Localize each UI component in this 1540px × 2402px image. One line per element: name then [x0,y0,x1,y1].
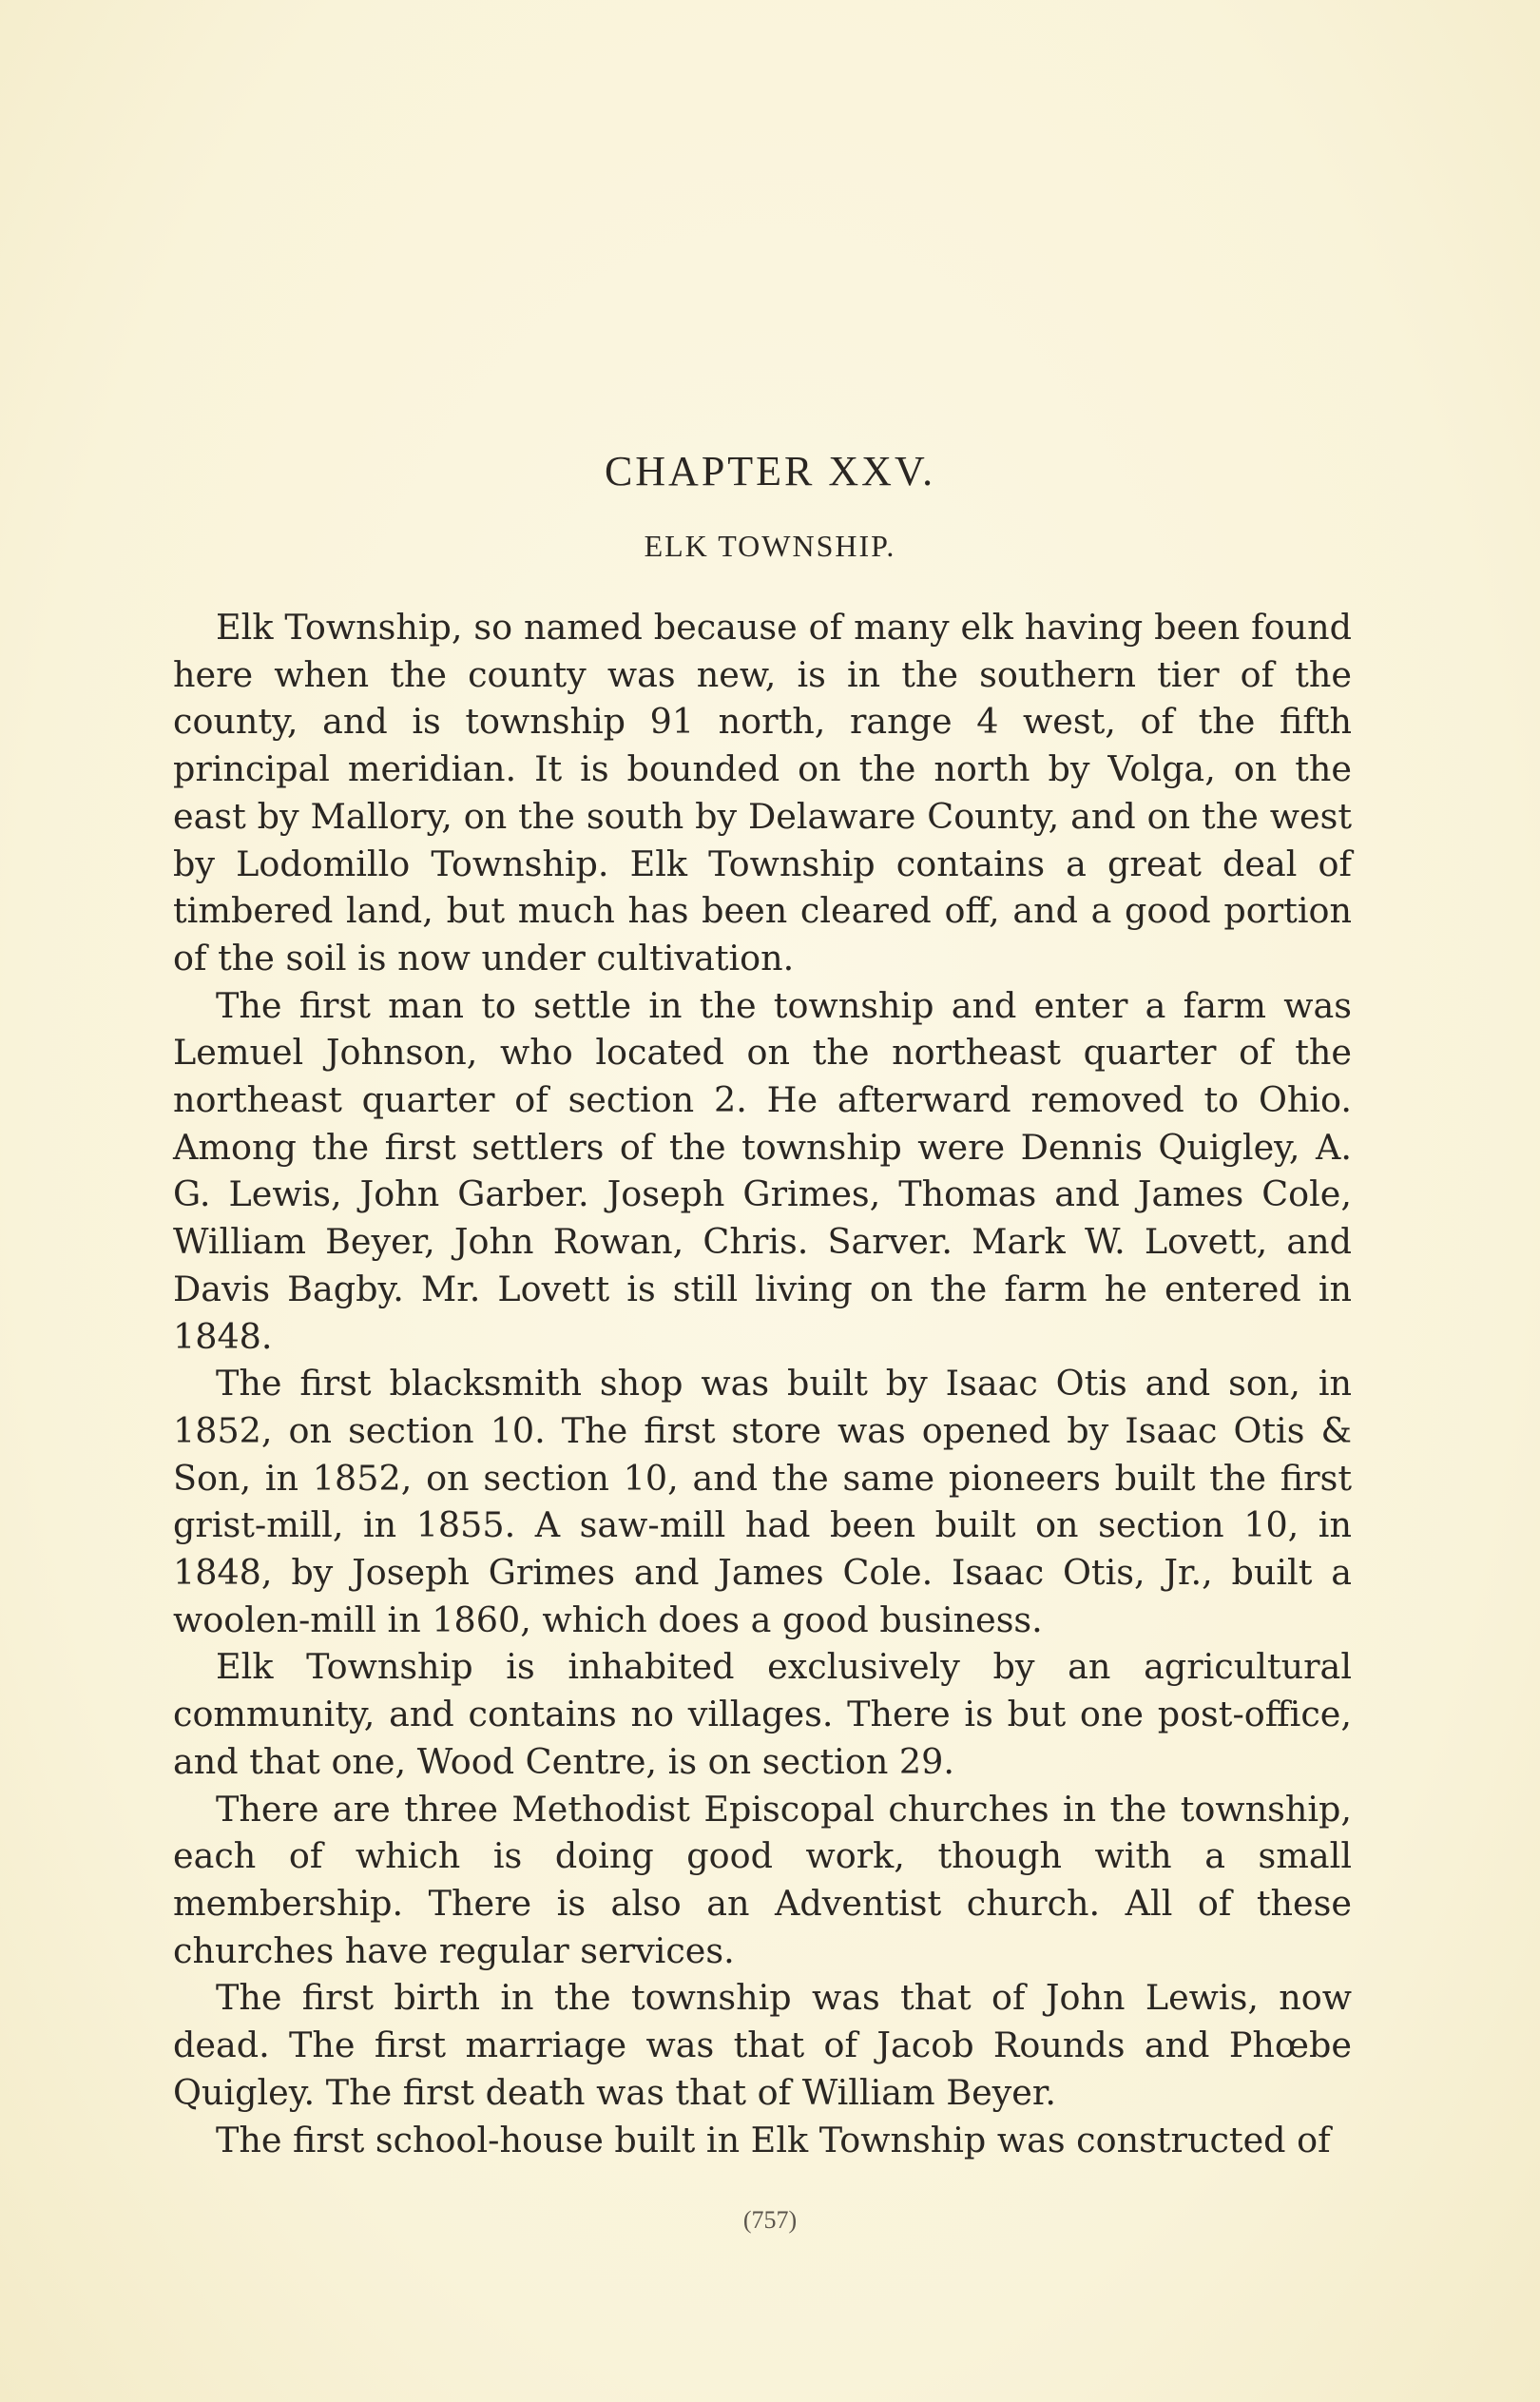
paragraph: Elk Township, so named because of many elk having been found here when the county was new, is in the southern tier of the county, and is township 91 north, range 4 west, of the fifth principal meridian. It is bounded on the north by Volga, on the east by Mallory, on the south by Delaware County, and on the west by Lodomillo Township. Elk Township contains a great deal of timbered land, but much has been cleared off, and a good portion of the soil is now under cultivation. [173,607,1352,978]
page-number: (757) [742,2206,798,2234]
chapter-title: CHAPTER XXV. [604,448,936,494]
paragraph: The first school-house built in Elk Township was constructed of [216,2119,1331,2160]
paragraph: The first man to settle in the township and enter a farm was Lemuel Johnson, who located on the northeast quarter of the northeast quarter of section 2. He afterward removed to Ohio. Among the first settlers of the township were Dennis Quigley, A. G. Lewis, John Garber. Joseph Grimes, Thomas and James Cole, William Beyer, John Rowan, Chris. Sarver. Mark W. Lovett, and Davis Bagby. Mr. Lovett is still living on the farm he entered in 1848. [173,984,1352,1357]
section-title: ELK TOWNSHIP. [644,529,896,563]
paragraph: Elk Township is inhabited exclusively by an agricultural community, and contains no villages. There is but one post-office, and that one, Wood Centre, is on section 29. [173,1646,1352,1782]
paragraph: The first blacksmith shop was built by Isaac Otis and son, in 1852, on section 10. The first store was opened by Isaac Otis & Son, in 1852, on section 10, and the same pioneers built the first grist-mill, in 1855. A saw-mill had been built on section 10, in 1848, by Joseph Grimes and James Cole. Isaac Otis, Jr., built a woolen-mill in 1860, which does a good business. [173,1363,1352,1640]
paragraph: There are three Methodist Episcopal churches in the township, each of which is doing good work, though with a small membership. There is also an Adventist church. All of these churches have regular services. [173,1788,1352,1971]
paragraph: The first birth in the township was that of John Lewis, now dead. The first marriage was that of Jacob Rounds and Phœbe Quigley. The first death was that of William Beyer. [173,1977,1352,2113]
body-text [173,604,1352,2163]
